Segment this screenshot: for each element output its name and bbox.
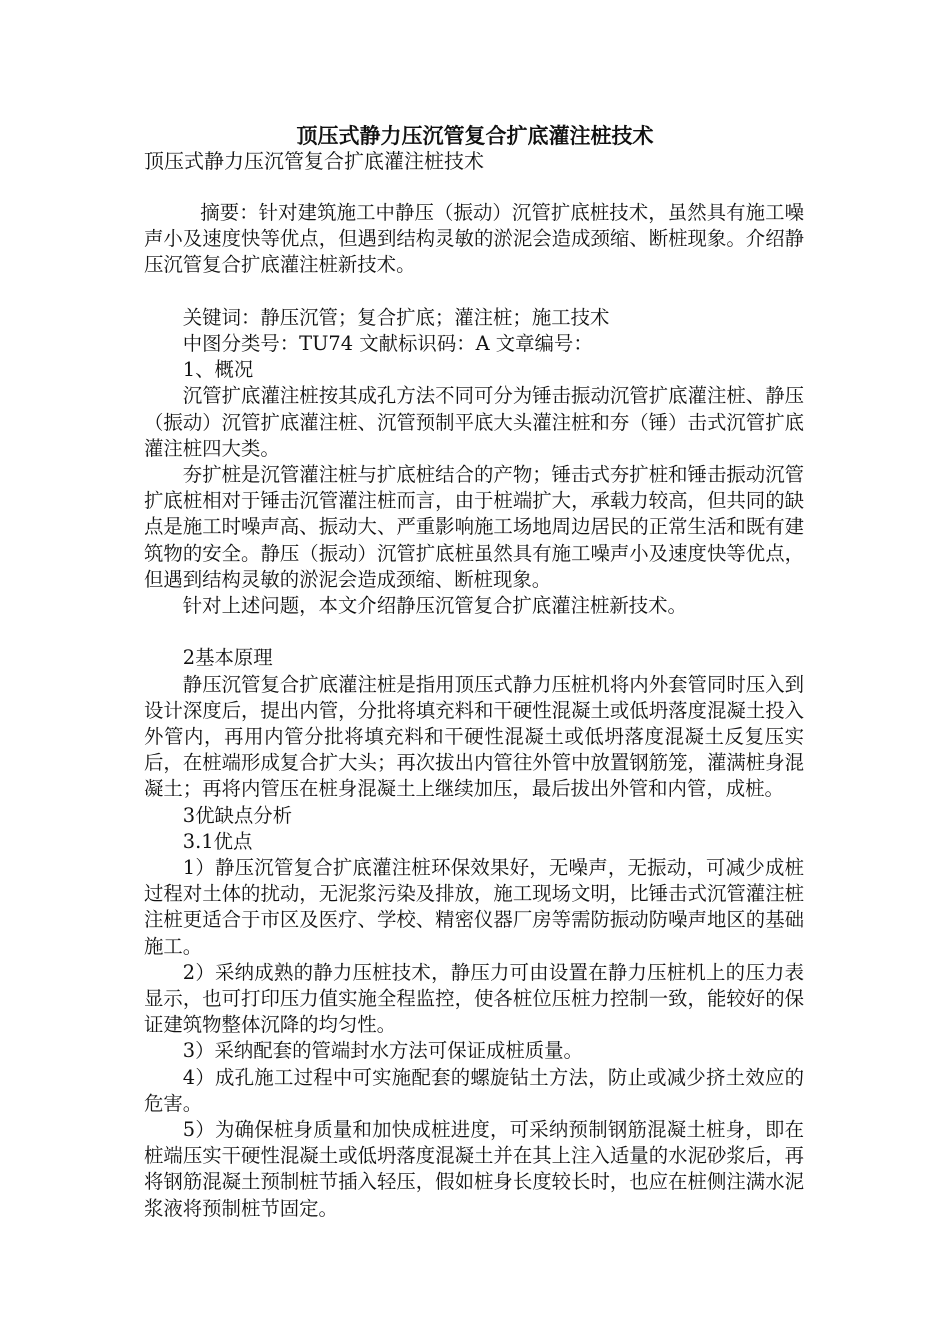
classification-line: 中图分类号：TU74 文献标识码：A 文章编号： (182, 332, 593, 355)
abstract-paragraph: 摘要：针对建筑施工中静压（振动）沉管扩底桩技术，虽然具有施工噪声小及速度快等优点，但遇到结构灵敏的淤泥会造成颈缩、断桩现象。介绍静压沉管复合扩底灌注桩新技术。 (144, 201, 804, 277)
advantage-5: 5）为确保桩身质量和加快成桩进度，可采纳预制钢筋混凝土桩身，即在桩端压实干硬性混凝土或低坍落度混凝土并在其上注入适量的水泥砂浆后，再将钢筋混凝土预制桩节插入轻压，假如桩身长度较长时，也应在桩侧注满水泥浆液将预制桩节固定。 (144, 1118, 804, 1220)
advantage-3: 3）采纳配套的管端封水方法可保证成桩质量。 (182, 1039, 583, 1063)
section-1-paragraph-1: 沉管扩底灌注桩按其成孔方法不同可分为锤击振动沉管扩底灌注桩、静压（振动）沉管扩底灌注桩、沉管预制平底大头灌注桩和夯（锤）击式沉管扩底灌注桩四大类。 (144, 384, 804, 460)
section-1-paragraph-3: 针对上述问题，本文介绍静压沉管复合扩底灌注桩新技术。 (182, 594, 687, 618)
document-body (144, 200, 804, 1222)
advantage-1: 1）静压沉管复合扩底灌注桩环保效果好，无噪声，无振动，可减少成桩过程对土体的扰动，无泥浆污染及排放，施工现场文明，比锤击式沉管灌注桩注桩更适合于市区及医疗、学校、精密仪器厂房等需防振动防噪声地区的基础施工。 (144, 856, 804, 958)
section-1-paragraph-2: 夯扩桩是沉管灌注桩与扩底桩结合的产物；锤击式夯扩桩和锤击振动沉管扩底桩相对于锤击沉管灌注桩而言，由于桩端扩大，承载力较高，但共同的缺点是施工时噪声高、振动大、严重影响施工场地周边居民的正常生活和既有建筑物的安全。静压（振动）沉管扩底桩虽然具有施工噪声小及速度快等优点，但遇到结构灵敏的淤泥会造成颈缩、断桩现象。 (144, 463, 804, 591)
document-subtitle: 顶压式静力压沉管复合扩底灌注桩技术 (144, 149, 484, 173)
advantage-2: 2）采纳成熟的静力压桩技术，静压力可由设置在静力压桩机上的压力表显示，也可打印压力值实施全程监控，使各桩位压桩力控制一致，能较好的保证建筑物整体沉降的均匀性。 (144, 960, 804, 1037)
section-1-heading: 1、概况 (182, 358, 254, 382)
section-2-paragraph-1: 静压沉管复合扩底灌注桩是指用顶压式静力压桩机将内外套管同时压入到设计深度后，提出内管，分批将填充料和干硬性混凝土或低坍落度混凝土投入外管内，再用内管分批将填充料和干硬性混凝土或低坍落度混凝土反复压实后，在桩端形成复合扩大头；再次拔出内管往外管中放置钢筋笼，灌满桩身混凝土；再将内管压在桩身混凝土上继续加压，最后拔出外管和内管，成桩。 (144, 672, 804, 801)
blank-line (144, 279, 804, 305)
section-3-heading: 3优缺点分析 (182, 803, 293, 827)
section-3-1-heading: 3.1优点 (182, 829, 253, 853)
blank-line (144, 619, 804, 645)
keywords-line: 关键词：静压沉管；复合扩底；灌注桩；施工技术 (182, 305, 610, 329)
advantage-4: 4）成孔施工过程中可实施配套的螺旋钻土方法，防止或减少挤土效应的危害。 (144, 1065, 804, 1115)
document-title: 顶压式静力压沉管复合扩底灌注桩技术 (296, 123, 654, 148)
section-2-heading: 2基本原理 (182, 646, 273, 670)
